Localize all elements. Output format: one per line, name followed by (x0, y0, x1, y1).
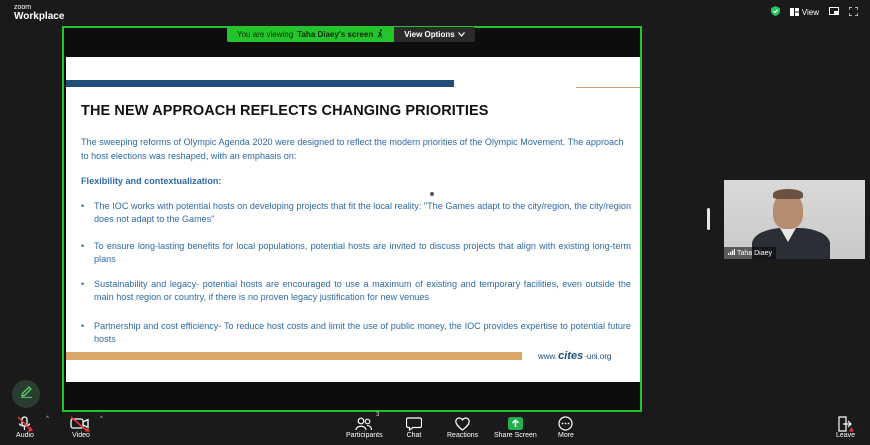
participant-hair (773, 189, 803, 199)
reactions-button[interactable] (447, 415, 478, 439)
minimize-icon[interactable] (829, 7, 839, 17)
share-screen-label: Share Screen (494, 432, 537, 439)
video-options-caret[interactable]: ^ (100, 416, 103, 422)
participant-video-tile[interactable] (724, 180, 865, 259)
more-label: More (558, 432, 574, 439)
heart-icon (455, 415, 470, 432)
view-options-label: View Options (404, 30, 455, 39)
slide-top-bar (66, 80, 454, 87)
bullet-item: • To ensure long-lasting benefits for local populations, potential hosts are invited to discuss projects that align with existing long-term plans (81, 240, 631, 278)
view-options-button[interactable] (394, 27, 475, 42)
viewing-name: Taha Diaey's screen (297, 30, 374, 39)
slide-footer-url (538, 350, 611, 362)
annotate-button[interactable] (12, 380, 40, 408)
grid-view-icon (790, 8, 799, 16)
bullet-item: • The IOC works with potential hosts on developing projects that fit the local reality: "The Games adapt to the city/region, the city/region does not adapt to the Games" (81, 200, 631, 240)
leave-icon (837, 415, 855, 432)
microphone-muted-icon (16, 415, 34, 432)
share-screen-icon (508, 415, 523, 432)
brand-bottom: Workplace (14, 11, 65, 22)
brand-top: zoom (14, 4, 32, 11)
audio-options-caret[interactable]: ^ (46, 416, 49, 422)
share-banner (227, 27, 475, 42)
participants-count: 3 (375, 412, 380, 418)
view-button[interactable] (790, 8, 819, 17)
slide-intro: The sweeping reforms of Olympic Agenda 2020 were designed to reflect the modern priorities of the Olympic Movement. The approach to host elections was reshaped, with an emphasis on: (81, 137, 624, 161)
presentation-slide (66, 57, 640, 382)
view-label: View (801, 7, 819, 17)
shield-icon[interactable] (771, 6, 780, 18)
mouse-cursor (430, 192, 434, 196)
participants-button[interactable] (346, 412, 383, 439)
signal-icon (728, 249, 735, 257)
walking-icon (377, 29, 384, 40)
participant-name: Taha Diaey (737, 249, 773, 257)
participants-label: Participants (346, 432, 383, 439)
slide-title: THE NEW APPROACH REFLECTS CHANGING PRIORITIES (81, 103, 489, 119)
pencil-icon (20, 385, 33, 403)
video-button[interactable] (70, 415, 92, 439)
slide-bullet-list (81, 200, 631, 350)
slide-accent-line (576, 87, 640, 88)
viewing-indicator (227, 27, 394, 42)
meeting-toolbar (0, 412, 870, 445)
leave-label: Leave (836, 432, 856, 439)
more-icon (558, 415, 573, 432)
panel-resize-handle[interactable] (707, 208, 710, 230)
chat-button[interactable] (406, 415, 422, 439)
reactions-label: Reactions (447, 432, 479, 439)
viewing-prefix: You are viewing (237, 30, 294, 39)
participant-name-tag (724, 247, 776, 259)
more-button[interactable] (558, 415, 574, 439)
zoom-logo (14, 4, 64, 22)
audio-button[interactable] (16, 415, 34, 439)
footer-prefix: www. (538, 352, 558, 361)
footer-suffix: -uni.org (584, 352, 612, 361)
top-controls (771, 6, 858, 18)
bullet-item: • Sustainability and legacy- potential hosts are encouraged to use a maximum of existing and temporary facilities, even outside the main host region or country, if there is no proven legacy justification for new venues (81, 278, 631, 320)
chat-label: Chat (406, 432, 422, 439)
leave-button[interactable] (836, 415, 855, 439)
audio-label: Audio (16, 432, 34, 439)
share-screen-button[interactable] (494, 415, 537, 439)
slide-subheading: Flexibility and contextualization: (81, 176, 222, 186)
chevron-down-icon (458, 30, 465, 39)
video-label: Video (72, 432, 90, 439)
camera-off-icon (70, 415, 92, 432)
bullet-item: • Partnership and cost efficiency- To reduce host costs and limit the use of public money, the IOC provides expertise to potential future hosts (81, 320, 631, 350)
footer-brand: cites (558, 350, 584, 362)
slide-bottom-bar (66, 352, 522, 360)
chat-icon (406, 415, 422, 432)
participants-icon (355, 412, 380, 432)
fullscreen-icon[interactable] (849, 7, 858, 18)
